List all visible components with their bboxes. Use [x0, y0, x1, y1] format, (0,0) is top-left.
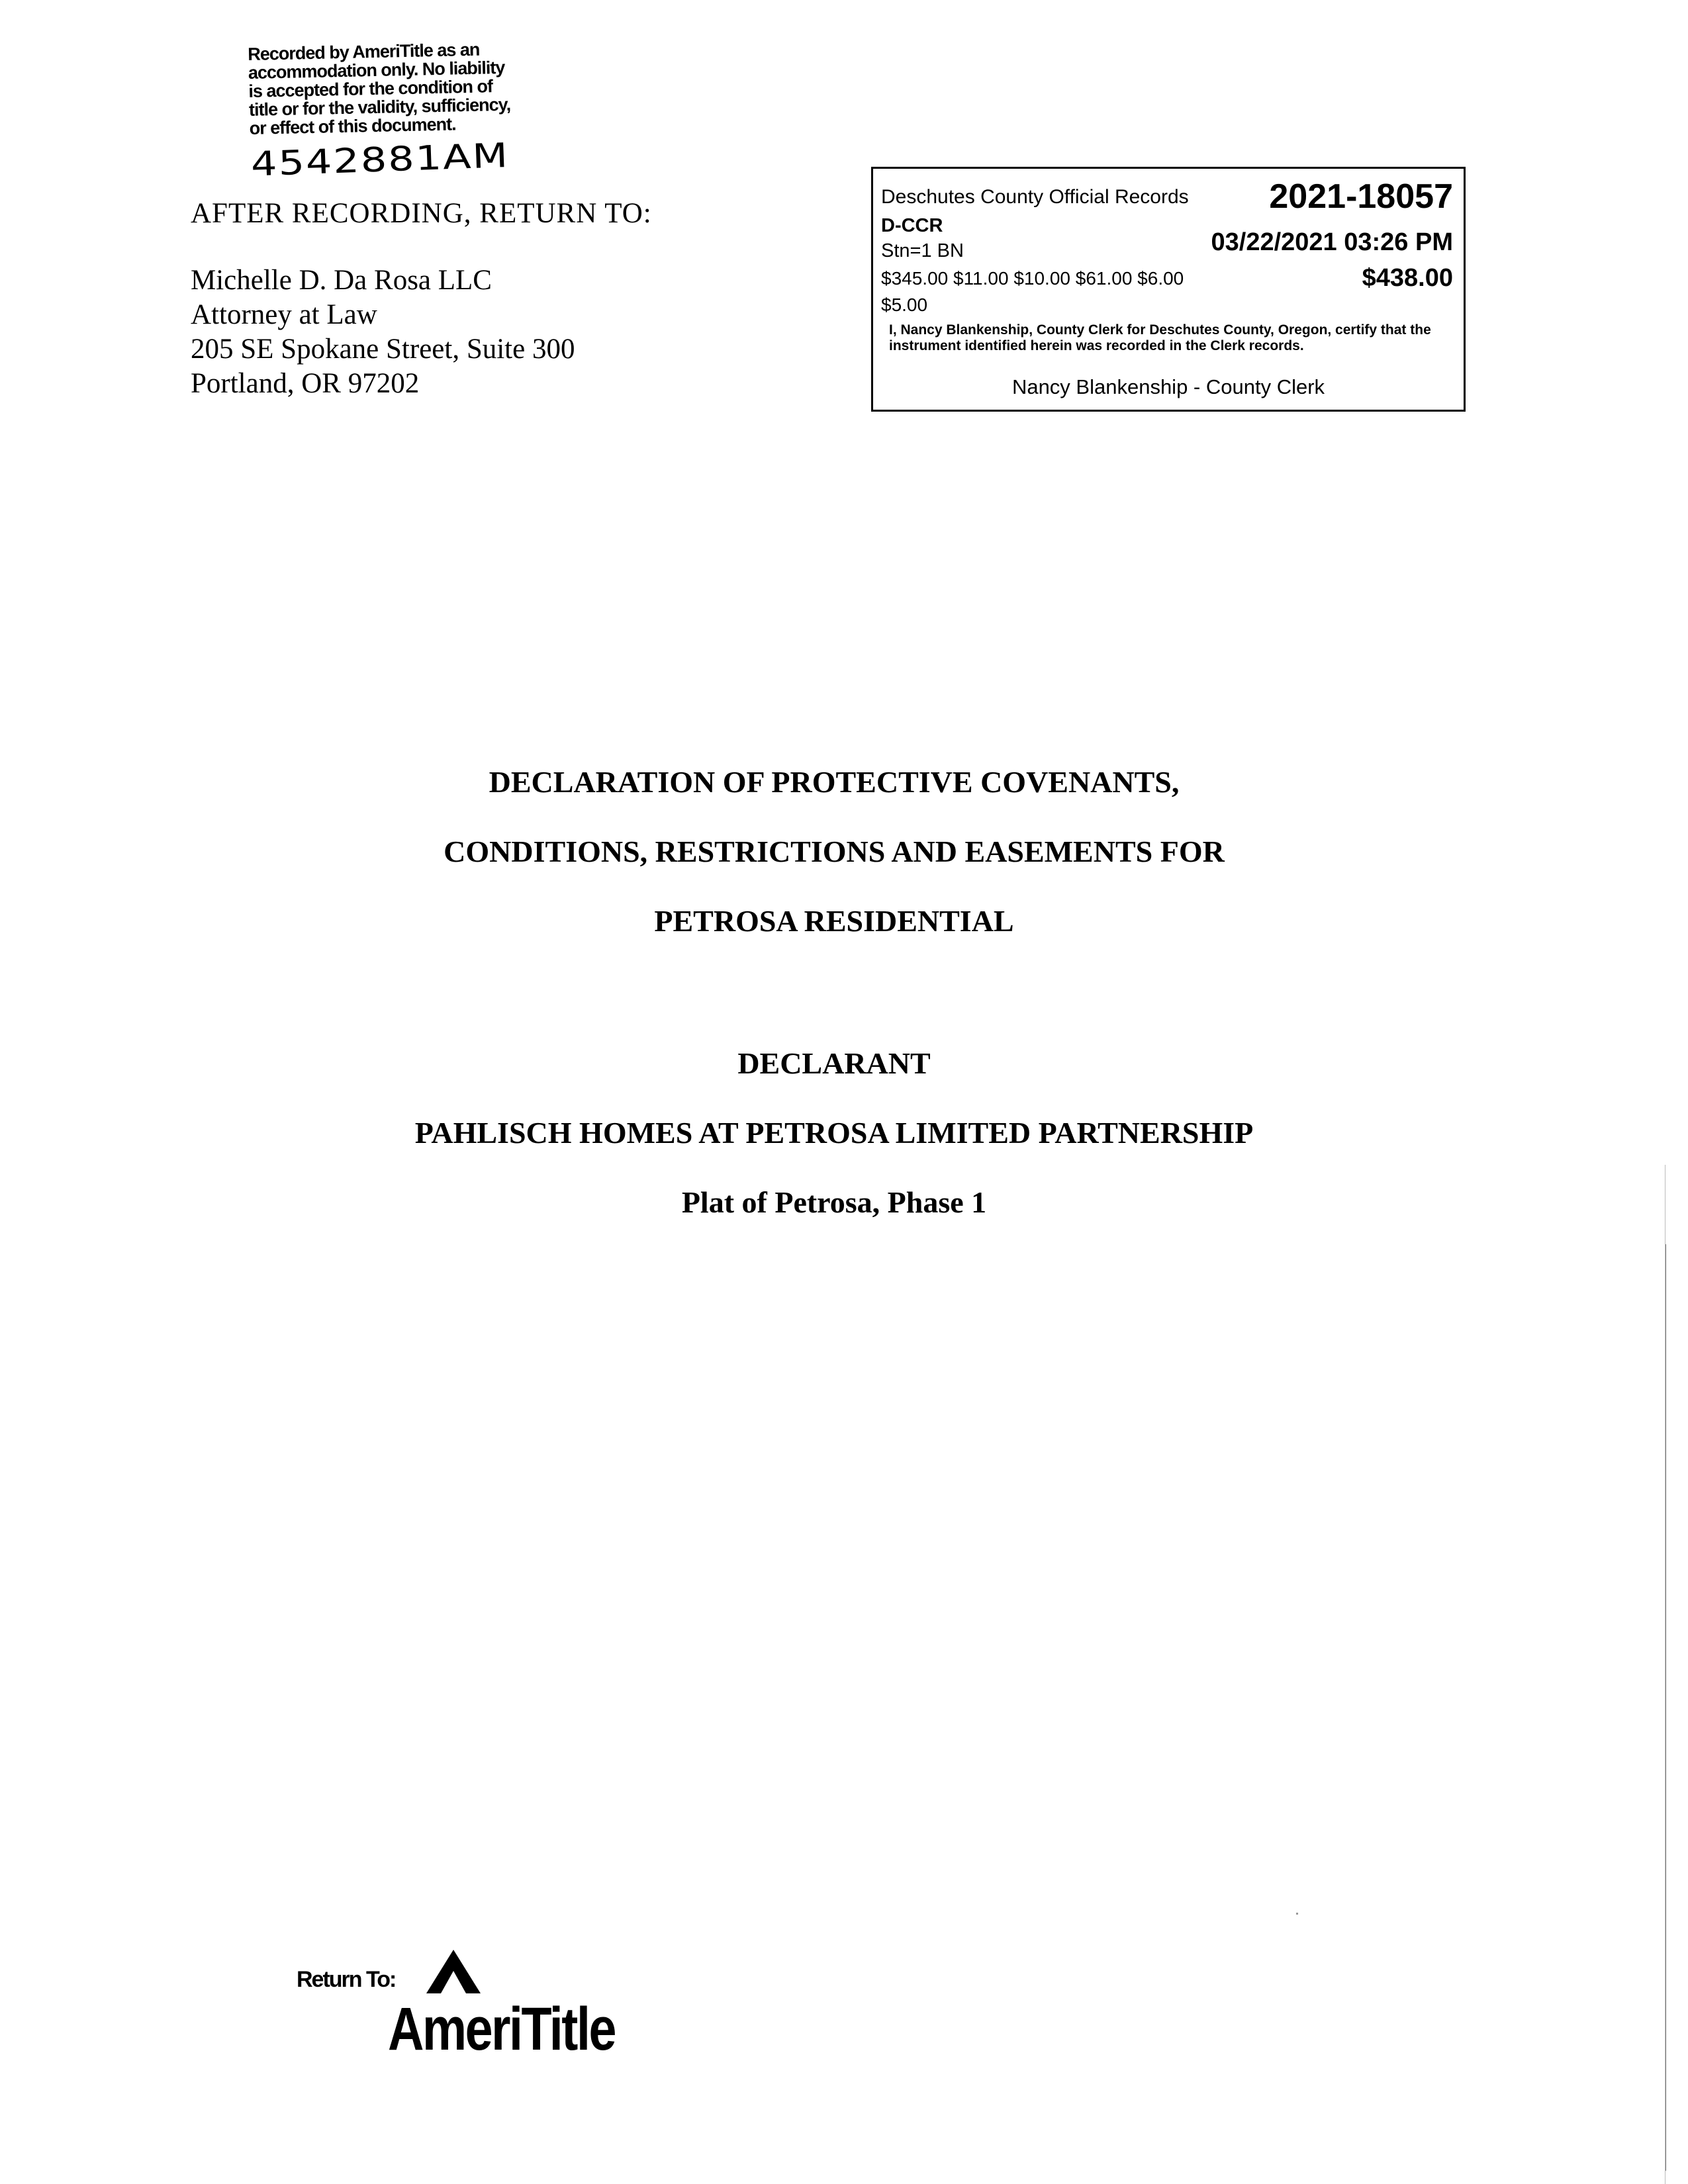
handwritten-order-number: 4542881AM — [250, 135, 510, 184]
station-code: Stn=1 BN — [881, 240, 964, 261]
document-type: D-CCR — [881, 215, 943, 236]
document-number: 2021-18057 — [1269, 177, 1453, 216]
declarant-name: PAHLISCH HOMES AT PETROSA LIMITED PARTNERSHIP — [414, 1116, 1254, 1150]
scan-speck — [1296, 1913, 1298, 1915]
fee-total: $438.00 — [1362, 264, 1453, 292]
clerk-certification: I, Nancy Blankenship, County Clerk for Deschutes County, Oregon, certify that the instrument identified herein was recorded in the Clerk records. — [889, 322, 1431, 353]
official-records-stamp — [871, 167, 1466, 412]
ameritite-logo-icon — [424, 1948, 483, 1995]
declarant-heading: DECLARANT — [737, 1046, 931, 1080]
scan-edge-artifact — [1664, 1165, 1667, 2184]
disclaimer-line: or effect of this document. — [249, 114, 456, 138]
ameritite-logo-wordmark: AmeriTitle — [388, 1995, 615, 2063]
title-line-3: PETROSA RESIDENTIAL — [654, 904, 1014, 938]
address-line: Michelle D. Da Rosa LLC — [191, 265, 492, 296]
title-line-1: DECLARATION OF PROTECTIVE COVENANTS, — [489, 765, 1180, 799]
return-address — [191, 263, 575, 401]
county-clerk-name: Nancy Blankenship - County Clerk — [1011, 375, 1325, 398]
title-line-2: CONDITIONS, RESTRICTIONS AND EASEMENTS FOR — [444, 835, 1225, 868]
plat-reference: Plat of Petrosa, Phase 1 — [681, 1185, 987, 1219]
recording-datetime: 03/22/2021 03:26 PM — [1211, 228, 1453, 256]
return-to-heading: AFTER RECORDING, RETURN TO: — [191, 198, 652, 229]
address-line: Attorney at Law — [191, 299, 377, 330]
disclaimer-line: title or for the validity, sufficiency, — [248, 94, 511, 120]
fee-list: $345.00 $11.00 $10.00 $61.00 $6.00 — [881, 268, 1184, 289]
recording-disclaimer-stamp — [248, 38, 561, 138]
address-line: Portland, OR 97202 — [191, 368, 420, 399]
disclaimer-line: accommodation only. No liability — [248, 57, 505, 83]
fee-extra: $5.00 — [881, 295, 928, 315]
disclaimer-line: is accepted for the condition of — [248, 76, 493, 101]
county-records-label: Deschutes County Official Records — [881, 186, 1189, 208]
disclaimer-line: Recorded by AmeriTitle as an — [247, 39, 480, 64]
return-to-label: Return To: — [297, 1967, 396, 1992]
address-line: 205 SE Spokane Street, Suite 300 — [191, 334, 575, 365]
